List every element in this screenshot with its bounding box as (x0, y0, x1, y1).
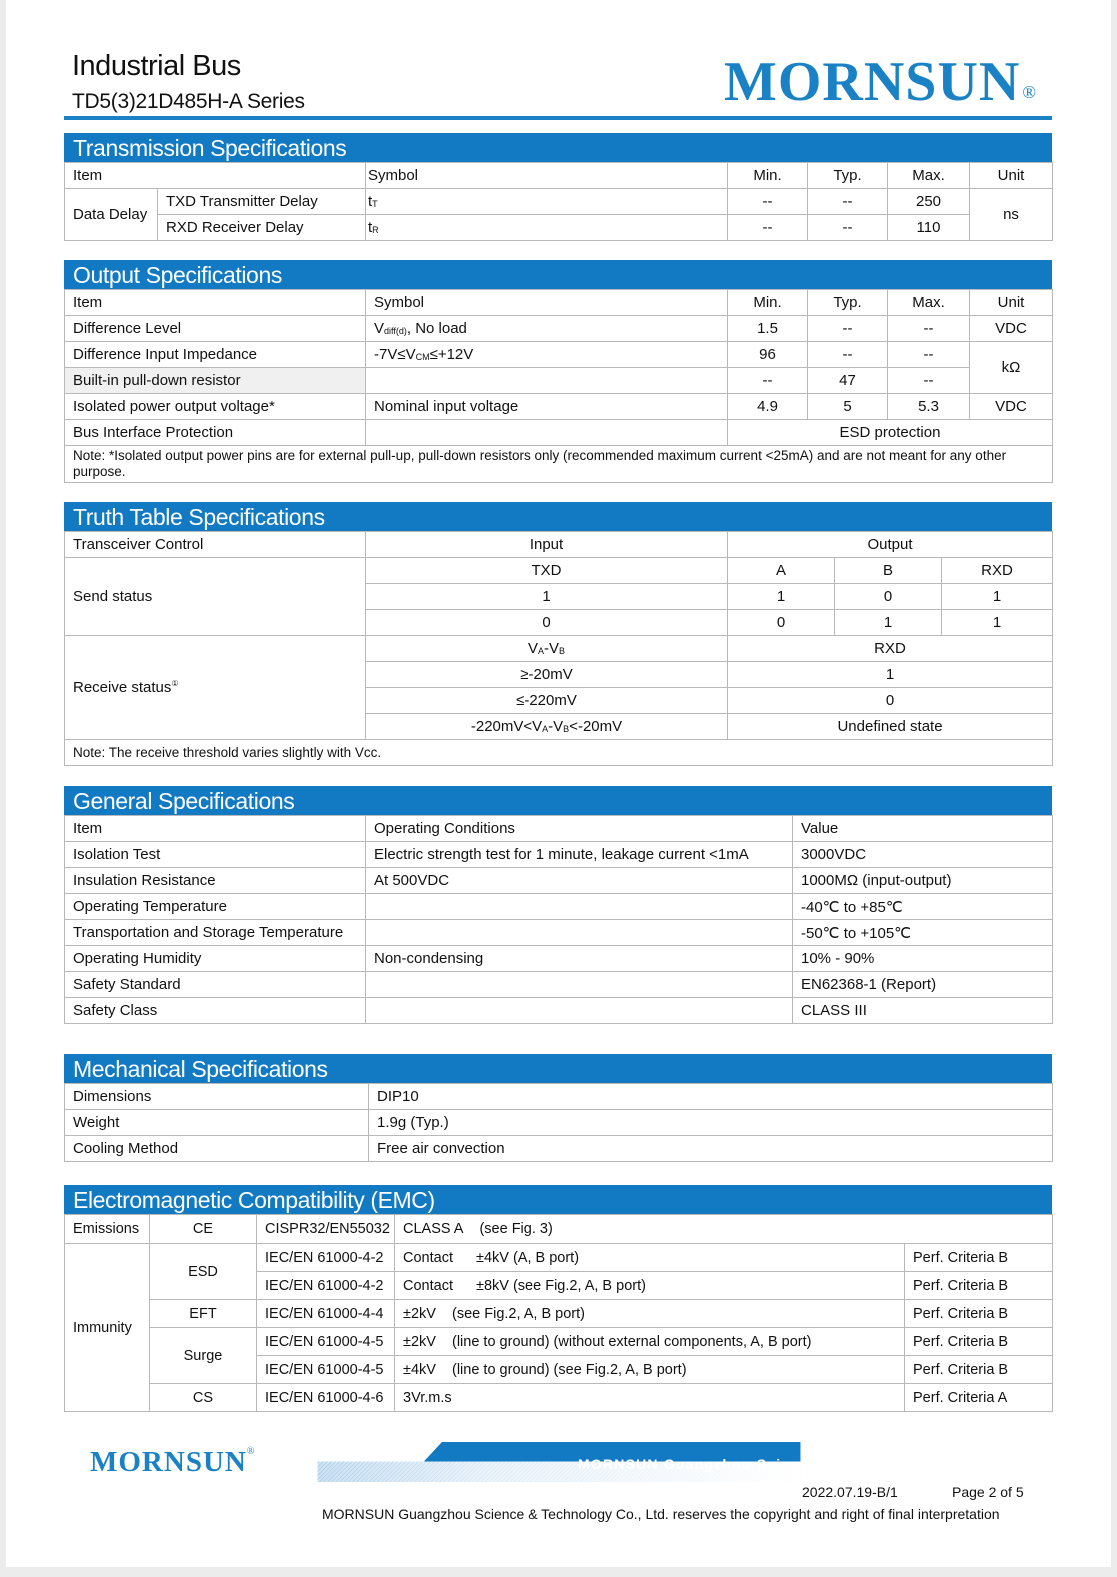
data-delay-label: Data Delay (65, 189, 158, 241)
table-row: IEC/EN 61000-4-2 Contact ±8kV (see Fig.2, A, B port) Perf. Criteria B (65, 1272, 1053, 1300)
general-section (64, 786, 1052, 1024)
table-row: Bus Interface Protection ESD protection (65, 420, 1053, 446)
page-title: Industrial Bus (72, 50, 241, 82)
table-row: EFT IEC/EN 61000-4-4 ±2kV (see Fig.2, A, B port) Perf. Criteria B (65, 1300, 1053, 1328)
table-row: RXD Receiver Delay $t_R$ -- -- 110 (65, 215, 1053, 241)
table-row: Dimensions DIP10 (65, 1084, 1053, 1110)
table-header-row: Item Symbol Min. Typ. Max. Unit (65, 163, 1053, 189)
table-header-row: Transceiver Control Input Output (65, 532, 1053, 558)
footer-company: MORNSUN Guangzhou Science & Technology Co., Ltd. (578, 1456, 1001, 1472)
table-note-row: Note: *Isolated output power pins are for external pull-up, pull-down resistors only (recommended maximum current <25mA) and are not meant for any other purpose. (65, 446, 1053, 483)
section-title: Mechanical Specifications (64, 1054, 1052, 1083)
table-row: $-220mV<V_A-V_B<-20mV$ Undefined state (65, 714, 1053, 740)
table-row: Built-in pull-down resistor -- 47 -- (65, 368, 1053, 394)
table-row: IEC/EN 61000-4-5 ±4kV (line to ground) (see Fig.2, A, B port) Perf. Criteria B (65, 1356, 1053, 1384)
table-row: Difference Input Impedance $-7V\le V_{CM}\le+12V$ 96 -- -- kΩ (65, 342, 1053, 368)
table-row: Transportation and Storage Temperature -50℃ to +105℃ (65, 920, 1053, 946)
emc-table (64, 1214, 1053, 1412)
transmission-section (64, 133, 1052, 241)
footer-logo: MORNSUN® (90, 1446, 256, 1478)
mechanical-table (64, 1083, 1053, 1162)
table-row: Isolated power output voltage* Nominal input voltage 4.9 5 5.3 VDC (65, 394, 1053, 420)
footer-date: 2022.07.19-B/1 (802, 1484, 898, 1500)
output-section (64, 260, 1052, 483)
series-name: TD5(3)21D485H-A Series (72, 90, 305, 113)
table-row: ≤-220mV 0 (65, 688, 1053, 714)
table-row: Isolation Test Electric strength test for 1 minute, leakage current <1mA 3000VDC (65, 842, 1053, 868)
mechanical-section (64, 1054, 1052, 1162)
table-header-row: Item Symbol Min. Typ. Max. Unit (65, 290, 1053, 316)
table-row: Safety Standard EN62368-1 (Report) (65, 972, 1053, 998)
table-row: Surge IEC/EN 61000-4-5 ±2kV (line to ground) (without external components, A, B port) Perf. Criteria B (65, 1328, 1053, 1356)
table-row: Difference Level $V_{diff(d)}$, No load 1.5 -- -- VDC (65, 316, 1053, 342)
table-row: Insulation Resistance At 500VDC 1000MΩ (input-output) (65, 868, 1053, 894)
truth-table-section (64, 502, 1052, 766)
section-title: Output Specifications (64, 260, 1052, 289)
table-header-row: Item Operating Conditions Value (65, 816, 1053, 842)
table-row: ≥-20mV 1 (65, 662, 1053, 688)
footer-copyright: MORNSUN Guangzhou Science & Technology Co., Ltd. reserves the copyright and right of final interpretation (322, 1506, 1000, 1522)
table-row: Safety Class CLASS III (65, 998, 1053, 1024)
table-row: Immunity ESD IEC/EN 61000-4-2 Contact ±4kV (A, B port) Perf. Criteria B (65, 1244, 1053, 1272)
table-row: Cooling Method Free air convection (65, 1136, 1053, 1162)
table-row: Operating Temperature -40℃ to +85℃ (65, 894, 1053, 920)
table-row: Send status TXD A B RXD (65, 558, 1053, 584)
table-row: Operating Humidity Non-condensing 10% - 90% (65, 946, 1053, 972)
section-title: Electromagnetic Compatibility (EMC) (64, 1185, 1052, 1214)
page-number: Page 2 of 5 (952, 1484, 1024, 1500)
table-note-row: Note: The receive threshold varies slightly with Vcc. (65, 740, 1053, 766)
table-row: 0 0 1 1 (65, 610, 1053, 636)
section-title: General Specifications (64, 786, 1052, 815)
emc-section (64, 1185, 1052, 1412)
truth-table (64, 531, 1053, 766)
table-row: 1 1 0 1 (65, 584, 1053, 610)
table-row: Weight 1.9g (Typ.) (65, 1110, 1053, 1136)
table-row: CS IEC/EN 61000-4-6 3Vr.m.s Perf. Criteria A (65, 1384, 1053, 1412)
table-row: Data Delay TXD Transmitter Delay $t_T$ -- -- 250 ns (65, 189, 1053, 215)
section-title: Truth Table Specifications (64, 502, 1052, 531)
header-divider (64, 116, 1052, 120)
table-row: Receive status① $V_A-V_B$ RXD (65, 636, 1053, 662)
table-row: Emissions CE CISPR32/EN55032 CLASS A (see Fig. 3) (65, 1215, 1053, 1244)
general-table (64, 815, 1053, 1024)
transmission-table (64, 162, 1053, 241)
datasheet-page (6, 0, 1111, 1567)
output-table (64, 289, 1053, 483)
section-title: Transmission Specifications (64, 133, 1052, 162)
mornsun-logo: MORNSUN ® (724, 51, 1038, 113)
